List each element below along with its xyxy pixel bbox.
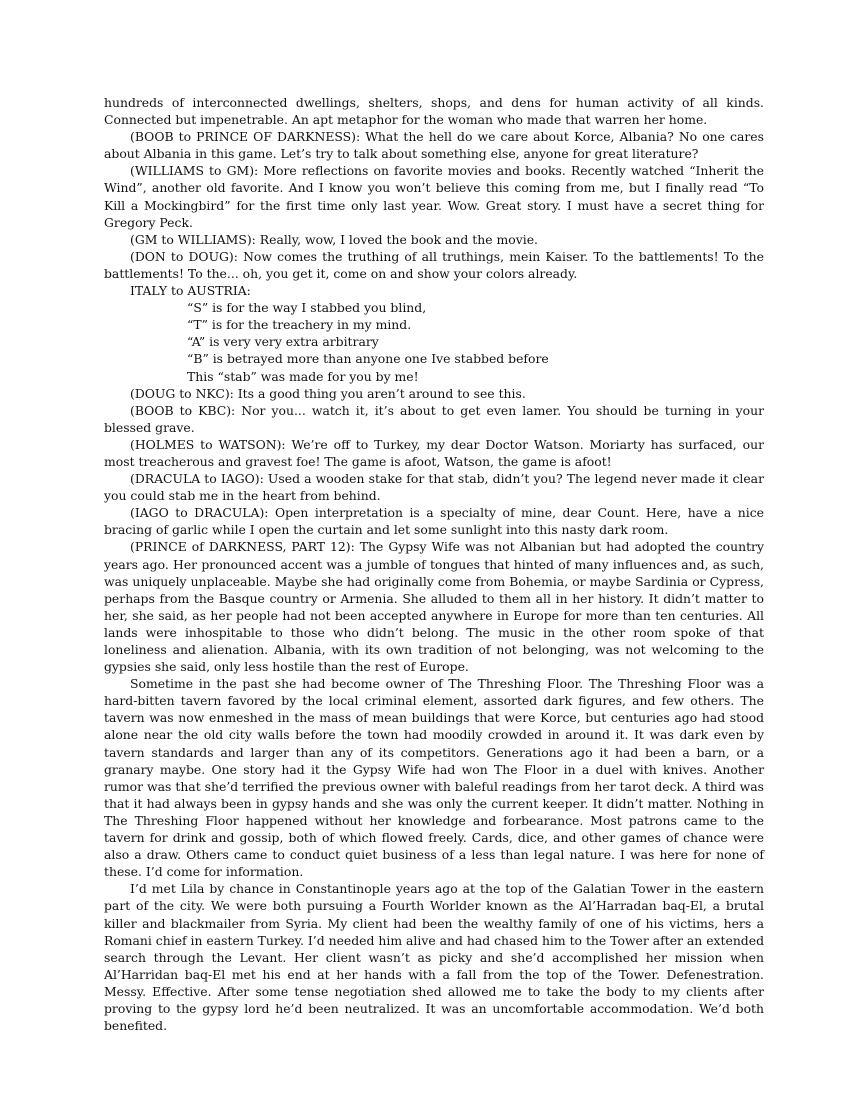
paragraph: hundreds of interconnected dwellings, shelters, shops, and dens for human activity of all kinds. Connected but impenetrable. An apt metaphor for the woman who made that warren her home. [104, 95, 764, 128]
paragraph: (IAGO to DRACULA): Open interpretation is a specialty of mine, dear Count. Here, have a nice bracing of garlic while I open the curtain and let some sunlight into this nasty dark room. [104, 505, 764, 538]
paragraph: (WILLIAMS to GM): More reflections on favorite movies and books. Recently watched “Inherit the Wind”, another old favorite. And I know you won’t believe this coming from me, but I finally read “To Kill a Mockingbird” for the first time only last year. Wow. Great story. I must have a secret thing for Gregory Peck. [104, 163, 764, 230]
paragraph: (HOLMES to WATSON): We’re off to Turkey, my dear Doctor Watson. Moriarty has surfaced, our most treacherous and gravest foe! The game is afoot, Watson, the game is afoot! [104, 436, 764, 469]
poem-line: “A” is very very extra arbitrary [187, 334, 379, 350]
paragraph: (DRACULA to IAGO): Used a wooden stake for that stab, didn’t you? The legend never made it clear you could stab me in the heart from behind. [104, 471, 764, 504]
poem-line: “S” is for the way I stabbed you blind, [187, 300, 427, 316]
poem-line: “B” is betrayed more than anyone one Ive stabbed before [187, 351, 549, 367]
paragraph: (DON to DOUG): Now comes the truthing of all truthings, mein Kaiser. To the battlements! To the battlements! To the... oh, you get it, come on and show your colors already. [104, 248, 764, 281]
poem-line: “T” is for the treachery in my mind. [187, 317, 412, 333]
paragraph: (DOUG to NKC): Its a good thing you aren’t around to see this. [130, 385, 526, 401]
paragraph: (BOOB to KBC): Nor you... watch it, it’s about to get even lamer. You should be turning in your blessed grave. [104, 402, 764, 435]
poem-heading: ITALY to AUSTRIA: [130, 283, 251, 299]
paragraph: (BOOB to PRINCE OF DARKNESS): What the hell do we care about Korce, Albania? No one cares about Albania in this game. Let’s try to talk about something else, anyone for great literature? [104, 129, 764, 162]
paragraph: (GM to WILLIAMS): Really, wow, I loved the book and the movie. [130, 231, 538, 247]
poem-line: This “stab” was made for you by me! [187, 368, 419, 384]
document-page [104, 94, 764, 1034]
paragraph: I’d met Lila by chance in Constantinople years ago at the top of the Galatian Tower in the eastern part of the city. We were both pursuing a Fourth Worlder known as the Al’Harradan baq-El, a brutal killer and blackmailer from Syria. My client had been the wealthy family of one of his victims, hers a Romani chief in eastern Turkey. I’d needed him alive and had chased him to the Tower after an extended search through the Levant. Her client wasn’t as picky and she’d accomplished her mission when Al’Harridan baq-El met his end at her hands with a fall from the top of the Tower. Defenestration. Messy. Effective. After some tense negotiation shed allowed me to take the body to my clients after proving to the gypsy lord he’d been neutralized. It was an uncomfortable accommodation. We’d both benefited. [104, 881, 765, 1034]
paragraph: Sometime in the past she had become owner of The Threshing Floor. The Threshing Floor was a hard-bitten tavern favored by the local criminal element, assorted dark figures, and few others. The tavern was now enmeshed in the mass of mean buildings that were Korce, but centuries ago had stood alone near the old city walls before the town had moodily crowded in around it. It was dark even by tavern standards and larger than any of its competitors. Generations ago it had been a barn, or a granary maybe. One story had it the Gypsy Wife had won The Floor in a duel with knives. Another rumor was that she’d terrified the previous owner with baleful readings from her tarot deck. A third was that it had always been in gypsy hands and she was only the current keeper. It didn’t matter. Nothing in The Threshing Floor happened without her knowledge and forbearance. Most patrons came to the tavern for drink and gossip, both of which flowed freely. Cards, dice, and other games of chance were also a draw. Others came to conduct quiet business of a less than legal nature. I was here for none of these. I’d come for information. [104, 676, 764, 880]
paragraph: (PRINCE of DARKNESS, PART 12): The Gypsy Wife was not Albanian but had adopted the country years ago. Her pronounced accent was a jumble of tongues that hinted of many influences and, as such, was uniquely unplaceable. Maybe she had originally come from Bohemia, or maybe Sardinia or Cypress, perhaps from the Basque country or Armenia. She alluded to them all in her history. It didn’t matter to her, she said, as her people had not been accepted anywhere in Europe for more than ten centuries. All lands were inhospitable to those who didn’t belong. The music in the other room spoke of that loneliness and alienation. Albania, with its own tradition of not belonging, was not welcoming to the gypsies she said, only less hostile than the rest of Europe. [104, 539, 764, 675]
poem [104, 299, 764, 384]
